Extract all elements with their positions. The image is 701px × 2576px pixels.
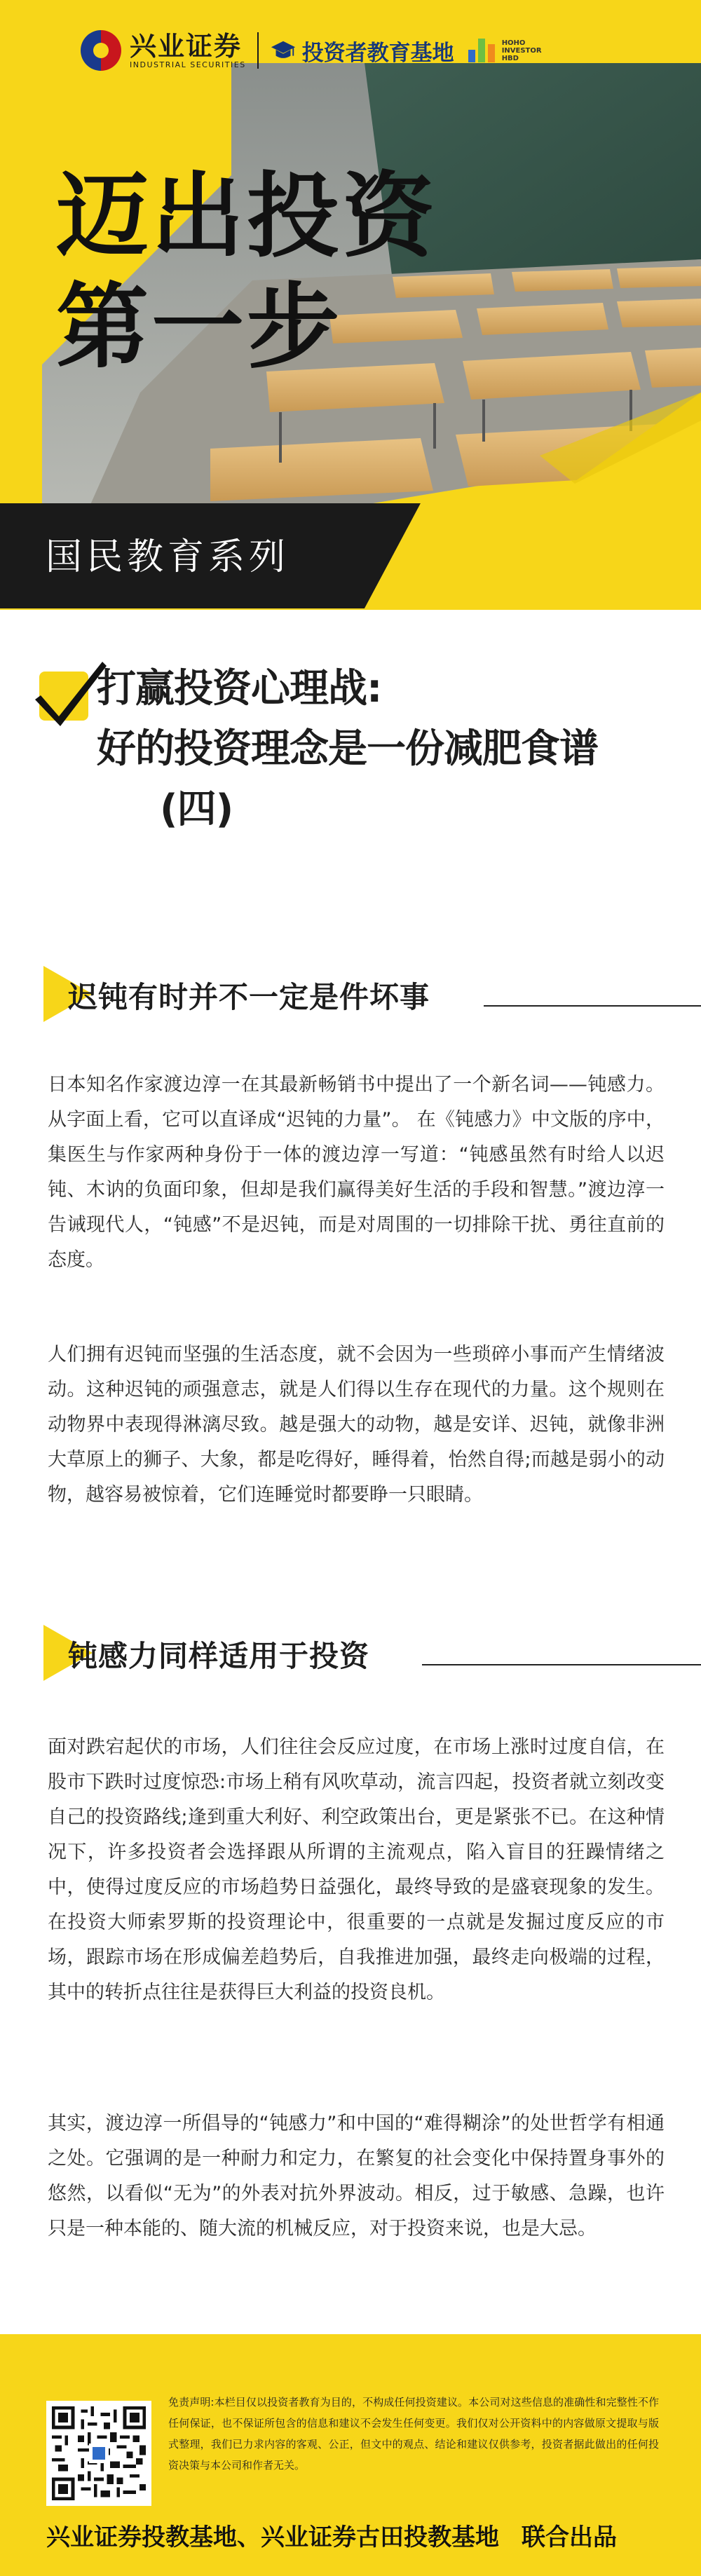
- producers-names: 兴业证券投教基地、兴业证券古田投教基地: [46, 2523, 499, 2551]
- topic-title-line2: 好的投资理念是一份减肥食谱: [97, 726, 598, 772]
- topic-title: [97, 659, 701, 840]
- hero-title: [56, 161, 437, 383]
- logo-divider: [257, 32, 259, 69]
- producers-line: [46, 2518, 663, 2552]
- logo-bar: [81, 15, 613, 86]
- section-title: 钝感力同样适用于投资: [68, 1639, 370, 1673]
- section-heading: [43, 1625, 701, 1681]
- topic-title-line3: (四): [160, 786, 233, 832]
- disclaimer-text: 免责声明:本栏目仅以投资者教育为目的，不构成任何投资建议。本公司对这些信息的准确性和完整性不作任何保证，也不保证所包含的信息和建议不会发生任何变更。我们仅对公开资料中的内容做原文提取与版式整理，我们已力求内容的客观、公正，但文中的观点、结论和建议仅供参考，投资者据此做出的任何投资决策与本公司和作者无关。: [168, 2396, 659, 2472]
- topic-title-line1: 打赢投资心理战:: [97, 666, 382, 711]
- brand-block: [130, 32, 246, 69]
- badge-text: HOHO INVESTOR HBD: [501, 39, 542, 62]
- section-rule: [484, 1005, 701, 1007]
- brand-name: 兴业证券: [130, 30, 243, 62]
- paragraph: 日本知名作家渡边淳一在其最新畅销书中提出了一个新名词——钝感力。从字面上看，它可以直译成“迟钝的力量”。 在《钝感力》中文版的序中，集医生与作家两种身份于一体的渡边淳一写道：“钝感虽然有时给人以迟钝、木讷的负面印象，但却是我们赢得美好生活的手段和智慧。”渡边淳一告诫现代人，“钝感”不是迟钝，而是对周围的一切排除干扰、勇往直前的态度。: [48, 1074, 665, 1271]
- paragraph: 人们拥有迟钝而坚强的生活态度，就不会因为一些琐碎小事而产生情绪波动。这种迟钝的顽强意志，就是人们得以生存在现代的力量。这个规则在动物界中表现得淋漓尽致。越是强大的动物，越是安详、迟钝，就像非洲大草原上的狮子、大象，都是吃得好，睡得着，怡然自得;而越是弱小的动物，越容易被惊着，它们连睡觉时都要睁一只眼睛。: [48, 1344, 665, 1506]
- footer: [0, 2334, 701, 2576]
- hero-title-line2: 第一步: [56, 273, 342, 381]
- qr-code-icon: [46, 2401, 151, 2506]
- section-title: 迟钝有时并不一定是件坏事: [68, 980, 430, 1014]
- series-label: 国民教育系列: [46, 536, 290, 578]
- hero-title-line1: 迈出投资: [56, 163, 437, 271]
- hero-banner: [0, 0, 701, 610]
- brand-english: INDUSTRIAL SECURITIES: [130, 60, 246, 69]
- producers-suffix: 联合出品: [522, 2523, 617, 2551]
- investor-base-name: 投资者教育基地: [301, 40, 454, 66]
- base-emblem-icon: [468, 39, 495, 62]
- section-heading: [43, 966, 701, 1022]
- paragraph: 其实，渡边淳一所倡导的“钝感力”和中国的“难得糊涂”的处世哲学有相通之处。它强调的是一种耐力和定力，在繁复的社会变化中保持置身事外的悠然，以看似“无为”的外表对抗外界波动。相反，过于敏感、急躁，也许只是一种本能的、随大流的机械反应，对于投资来说，也是大忌。: [48, 2113, 665, 2240]
- paragraph: 面对跌宕起伏的市场，人们往往会反应过度，在市场上涨时过度自信，在股市下跌时过度惊恐:市场上稍有风吹草动，流言四起，投资者就立刻改变自己的投资路线;逢到重大利好、利空政策出台，更是紧张不已。在这种情况下，许多投资者会选择跟从所谓的主流观点，陷入盲目的狂躁情绪之中，使得过度反应的市场趋势日益强化，最终导致的是盛衰现象的发生。在投资大师索罗斯的投资理论中，很重要的一点就是发掘过度反应的市场，跟踪市场在形成偏差趋势后，自我推进加强，最终走向极端的过程，其中的转折点往往是获得巨大利益的投资良机。: [48, 1736, 665, 2003]
- section-rule: [422, 1664, 701, 1665]
- graduation-cap-icon: [270, 37, 297, 64]
- company-logo-icon: [81, 30, 121, 71]
